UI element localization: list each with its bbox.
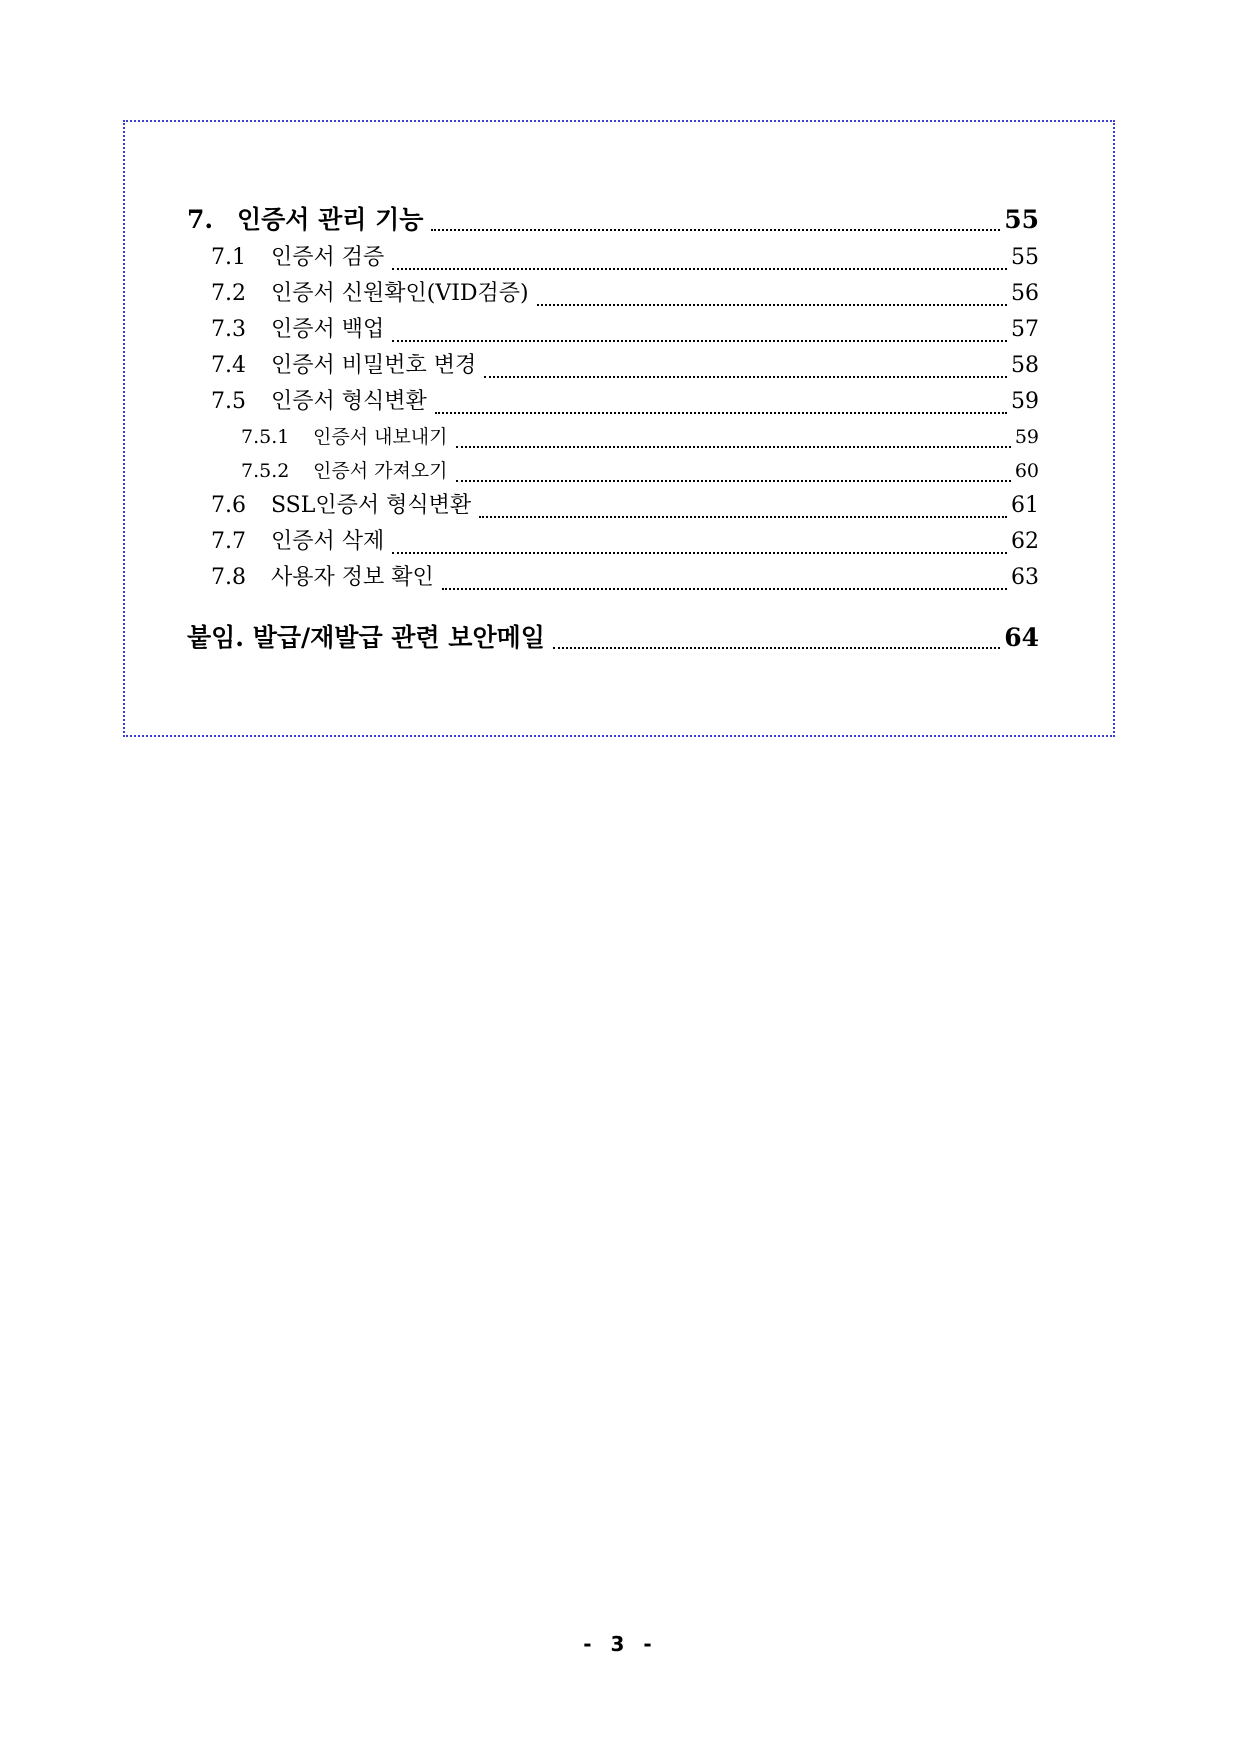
dot-leader [456, 446, 1011, 448]
toc-entry-appendix[interactable] [187, 616, 1039, 660]
toc-entry-number: 7.3 [211, 317, 246, 342]
toc-entry-7-5-2[interactable] [187, 454, 1039, 488]
dot-leader [442, 588, 1007, 590]
dot-leader [479, 516, 1007, 518]
toc-entry-number: 7.8 [211, 565, 246, 590]
toc-entry-page: 64 [1004, 623, 1039, 652]
toc-entry-page: 59 [1014, 426, 1039, 448]
toc-entry-section-7[interactable] [187, 200, 1039, 240]
toc-entry-number: 7.5 [211, 389, 246, 414]
toc-entry-page: 63 [1011, 565, 1039, 590]
dot-leader [431, 229, 1000, 231]
toc-entry-7-1[interactable] [187, 240, 1039, 276]
toc-list [187, 200, 1039, 660]
toc-entry-title: 인증서 내보내기 [313, 426, 448, 448]
toc-entry-7-5[interactable] [187, 384, 1039, 420]
dot-leader [553, 647, 1000, 649]
toc-entry-page: 56 [1011, 281, 1039, 306]
toc-entry-number: 7.4 [211, 353, 246, 378]
dot-leader [392, 340, 1007, 342]
toc-entry-title: 붙임. 발급/재발급 관련 보안메일 [187, 623, 545, 652]
toc-entry-number: 7.5.2 [241, 460, 290, 482]
toc-entry-page: 58 [1011, 353, 1039, 378]
toc-entry-7-7[interactable] [187, 524, 1039, 560]
toc-entry-page: 60 [1014, 460, 1039, 482]
toc-entry-title: 인증서 신원확인(VID검증) [271, 281, 529, 306]
dot-leader [435, 412, 1007, 414]
table-of-contents-box [123, 120, 1115, 737]
toc-entry-title: 인증서 형식변환 [271, 389, 427, 414]
toc-entry-page: 59 [1011, 389, 1039, 414]
toc-entry-7-5-1[interactable] [187, 420, 1039, 454]
toc-entry-title: 인증서 검증 [271, 245, 385, 270]
toc-entry-number: 7.6 [211, 493, 246, 518]
toc-entry-title: 사용자 정보 확인 [271, 565, 434, 590]
toc-entry-page: 57 [1011, 317, 1039, 342]
toc-entry-7-4[interactable] [187, 348, 1039, 384]
toc-entry-page: 61 [1011, 493, 1039, 518]
toc-entry-title: 인증서 비밀번호 변경 [271, 353, 477, 378]
toc-entry-page: 55 [1011, 245, 1039, 270]
toc-entry-number: 7.1 [211, 245, 246, 270]
toc-entry-title: 인증서 관리 기능 [237, 205, 424, 234]
toc-entry-number: 7. [187, 205, 214, 234]
dot-leader [537, 304, 1007, 306]
toc-entry-number: 7.5.1 [241, 426, 290, 448]
toc-entry-number: 7.2 [211, 281, 246, 306]
toc-entry-7-3[interactable] [187, 312, 1039, 348]
toc-entry-title: SSL인증서 형식변환 [271, 493, 472, 518]
toc-entry-title: 인증서 삭제 [271, 529, 385, 554]
dot-leader [456, 480, 1011, 482]
toc-entry-title: 인증서 백업 [271, 317, 385, 342]
page-number: - 3 - [583, 1632, 658, 1656]
dot-leader [392, 552, 1007, 554]
dot-leader [392, 268, 1007, 270]
toc-entry-page: 62 [1011, 529, 1039, 554]
toc-entry-title: 인증서 가져오기 [313, 460, 448, 482]
toc-entry-number: 7.7 [211, 529, 246, 554]
toc-spacer [187, 596, 1039, 616]
toc-entry-7-2[interactable] [187, 276, 1039, 312]
toc-entry-page: 55 [1004, 205, 1039, 234]
toc-entry-7-6[interactable] [187, 488, 1039, 524]
toc-entry-7-8[interactable] [187, 560, 1039, 596]
dot-leader [484, 376, 1007, 378]
